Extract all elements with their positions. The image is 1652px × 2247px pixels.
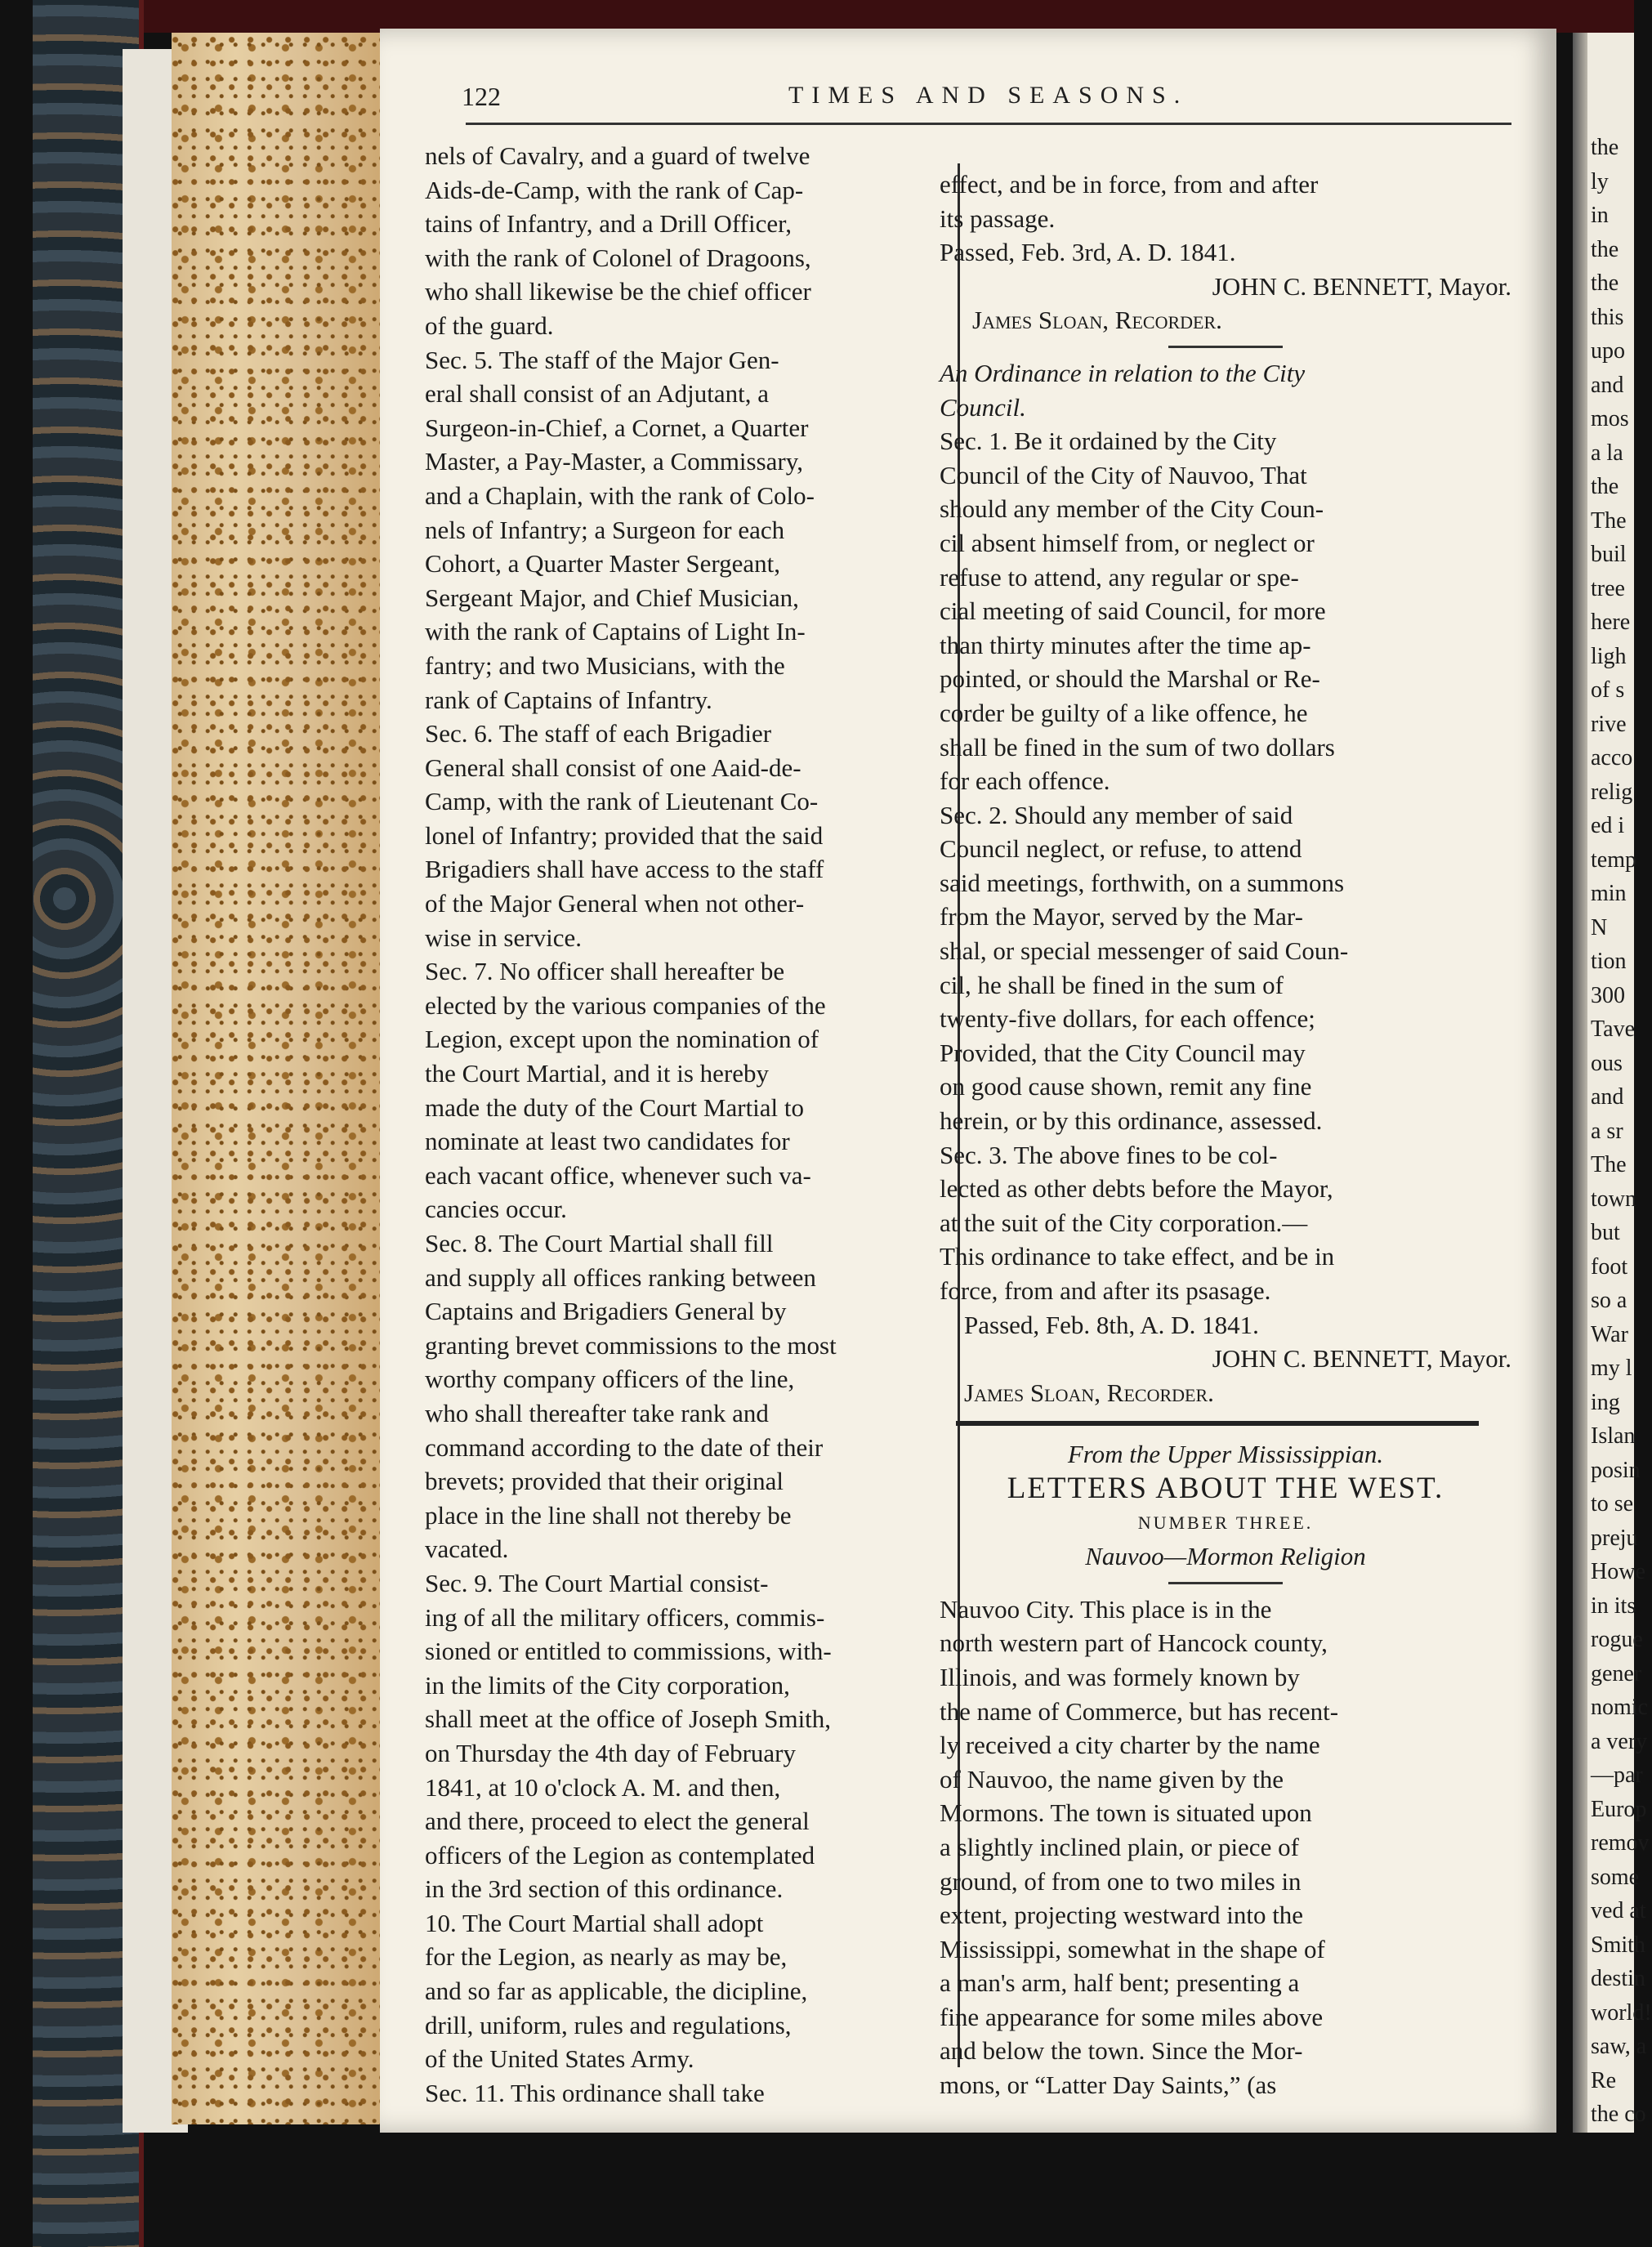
text-line: vacated. [425,1534,509,1564]
text-line: mons, or “Latter Day Saints,” (as [940,2071,1277,2100]
facing-text-line: and [1591,372,1624,398]
text-line: wise in service. [425,922,582,952]
text-line: on good cause shown, remit any fine [940,1072,1312,1101]
text-line: General shall consist of one Aaid-de- [425,753,801,782]
text-line: from the Mayor, served by the Mar- [940,902,1303,931]
facing-text-line: here [1591,610,1631,635]
text-line: ly received a city charter by the name [940,1731,1320,1760]
ordinance-title [940,356,1511,424]
text-line: force, from and after its psasage. [940,1276,1271,1305]
text-line: drill, uniform, rules and regulations, [425,2010,792,2039]
text-line: in the limits of the City corporation, [425,1670,790,1700]
text-line: effect, and be in force, from and after [940,170,1319,199]
facing-text-line: N [1591,914,1608,940]
text-line: 10. The Court Martial shall adopt [425,1908,764,1937]
text-line: Nauvoo City. This place is in the [940,1594,1272,1624]
facing-text-line: The [1591,507,1627,534]
facing-text-line: nomic [1591,1695,1648,1720]
text-line: cil, he shall be fined in the sum of [940,970,1284,999]
text-line: made the duty of the Court Martial to [425,1092,805,1122]
text-line: than thirty minutes after the time ap- [940,630,1311,659]
text-line: its passage. [940,203,1056,233]
text-line: and so far as applicable, the dicipline, [425,1977,808,2006]
article-separator [956,1421,1479,1426]
facing-text-line: tion [1591,949,1627,974]
text-line: This ordinance to take effect, and be in [940,1242,1335,1271]
text-line: Mormons. The town is situated upon [940,1798,1312,1828]
article-rule [1168,1582,1283,1584]
facing-text-line: rogue [1591,1627,1643,1652]
text-line: Sec. 3. The above fines to be col- [940,1140,1278,1169]
text-line: fine appearance for some miles above [940,2002,1324,2031]
text-line: refuse to attend, any regular or spe- [940,562,1299,592]
text-line: nels of Infantry; a Surgeon for each [425,515,785,544]
text-line: herein, or by this ordinance, assessed. [940,1106,1323,1136]
book-binding-top [33,0,1634,33]
text-line: and supply all offices ranking between [425,1262,816,1292]
text-line: with the rank of Captains of Light In- [425,617,806,646]
facing-text-line: ing [1591,1389,1620,1415]
article-source: From the Upper Mississippian. [1067,1440,1384,1469]
facing-text-line: a la [1591,440,1623,466]
text-line: nominate at least two candidates for [425,1127,790,1156]
mayor-signature-2: JOHN C. BENNETT, Mayor. [1212,1344,1511,1374]
text-line: with the rank of Colonel of Dragoons, [425,243,811,272]
text-line: elected by the various companies of the [425,990,826,1020]
text-line: Council of the City of Nauvoo, That [940,460,1307,489]
text-line: Aids-de-Camp, with the rank of Cap- [425,175,804,204]
facing-text-line: this [1591,304,1624,330]
text-line: for each offence. [940,766,1110,796]
recorder-signature-2: James Sloan, Recorder. [964,1378,1214,1407]
facing-text-line: the [1591,236,1619,262]
facing-text-line: —par [1591,1762,1643,1788]
facing-text-line: but [1591,1220,1620,1245]
text-line: lected as other debts before the Mayor, [940,1174,1333,1204]
article-number: NUMBER THREE. [1137,1512,1314,1533]
facing-page-text [1591,131,1652,2132]
page-number: 122 [462,82,501,111]
facing-text-line: in its [1591,1593,1636,1619]
text-line: Illinois, and was formely known by [940,1662,1300,1691]
text-line: place in the line shall not thereby be [425,1500,792,1530]
text-line: eral shall consist of an Adjutant, a [425,379,769,409]
text-line: cancies occur. [425,1195,567,1224]
facing-text-line: the [1591,270,1619,296]
facing-text-line: so a [1591,1288,1627,1313]
text-line: in the 3rd section of this ordinance. [425,1874,784,1904]
text-line: Surgeon-in-Chief, a Cornet, a Quarter [425,413,809,442]
text-line: a man's arm, half bent; presenting a [940,1968,1300,1998]
facing-text-line: my l [1591,1356,1632,1381]
facing-text-line: Islan [1591,1423,1636,1449]
facing-text-line: upo [1591,338,1625,364]
facing-text-line: saw, a [1591,2034,1647,2059]
facing-text-line: The [1591,1152,1627,1177]
text-line: Legion, except upon the nomination of [425,1025,819,1054]
text-line: should any member of the City Coun- [940,494,1324,524]
facing-text-line: temp [1591,847,1636,873]
text-line: Mississippi, somewhat in the shape of [940,1934,1325,1963]
text-line: on Thursday the 4th day of February [425,1738,796,1767]
facing-text-line: War [1591,1321,1628,1347]
recorder-signature-1: James Sloan, Recorder. [972,306,1222,335]
facing-text-line: foot [1591,1253,1628,1280]
text-line: for the Legion, as nearly as may be, [425,1942,788,1972]
header-rule [466,123,1511,125]
text-line: Sec. 9. The Court Martial consist- [425,1568,769,1597]
facing-text-line: world! [1591,1999,1652,2026]
text-line: the Court Martial, and it is hereby [425,1059,769,1088]
facing-text-line: relig [1591,779,1633,805]
text-line: Sec. 2. Should any member of said [940,800,1293,829]
text-line: Brigadiers shall have access to the staff [425,855,824,884]
facing-text-line: Smith [1591,1932,1645,1958]
facing-text-line: a very [1591,1728,1648,1754]
text-line: fantry; and two Musicians, with the [425,650,785,680]
text-line: and below the town. Since the Mor- [940,2036,1303,2066]
text-line: of the Major General when not other- [425,889,805,918]
text-line: north western part of Hancock county, [940,1628,1328,1658]
facing-text-line: destin [1591,1966,1645,1991]
text-line: command according to the date of their [425,1432,824,1462]
text-line: Sec. 8. The Court Martial shall fill [425,1229,774,1258]
facing-text-line: buil [1591,542,1627,567]
mayor-signature-1: JOHN C. BENNETT, Mayor. [1212,271,1511,301]
text-line: extent, projecting westward into the [940,1901,1304,1930]
facing-text-line: gener [1591,1660,1642,1686]
page-gutter [1573,33,1587,2133]
text-line: Provided, that the City Council may [940,1038,1306,1067]
text-line: said meetings, forthwith, on a summons [940,868,1345,897]
left-column [425,139,964,2110]
text-line: Captains and Brigadiers General by [425,1297,787,1326]
facing-text-line: ligh [1591,643,1627,669]
text-line: and a Chaplain, with the rank of Colo- [425,480,815,510]
text-line: Camp, with the rank of Lieutenant Co- [425,787,819,816]
text-line: cil absent himself from, or neglect or [940,528,1315,557]
facing-text-line: posin [1591,1457,1641,1483]
text-line: Sergeant Major, and Chief Musician, [425,583,799,612]
right-column [940,168,1511,2102]
text-line: who shall likewise be the chief officer [425,277,811,306]
text-line: a slightly inclined plain, or piece of [940,1832,1299,1861]
text-line: Council neglect, or refuse, to attend [940,834,1302,864]
text-line: at the suit of the City corporation.— [940,1208,1308,1237]
text-line: nels of Cavalry, and a guard of twelve [425,141,810,170]
text-line: rank of Captains of Infantry. [425,685,712,714]
text-line: 1841, at 10 o'clock A. M. and then, [425,1772,781,1802]
facing-text-line: ved at [1591,1898,1646,1923]
facing-text-line: 300 [1591,982,1625,1008]
section-rule [1168,346,1283,348]
text-line: of Nauvoo, the name given by the [940,1764,1284,1794]
facing-text-line: ly [1591,168,1609,194]
text-line: of the United States Army. [425,2044,694,2074]
article-subtitle: Nauvoo—Mormon Religion [1085,1542,1366,1571]
text-line: of the guard. [425,310,554,340]
text-line: ing of all the military officers, commis- [425,1602,825,1632]
running-head: TIMES AND SEASONS. [788,82,1189,109]
text-line: tains of Infantry, and a Drill Officer, [425,209,792,239]
facing-text-line: remov [1591,1830,1650,1856]
text-line: Sec. 5. The staff of the Major Gen- [425,345,779,374]
facing-text-line: in [1591,203,1609,228]
facing-text-line: Europ [1591,1796,1647,1822]
text-line: worthy company officers of the line, [425,1365,795,1394]
facing-text-line: Re [1591,2067,1617,2093]
text-line: Sec. 6. The staff of each Brigadier [425,719,772,748]
text-line: the name of Commerce, but has recent- [940,1696,1339,1726]
facing-text-line: a sr [1591,1118,1623,1144]
title-line: Council. [940,392,1026,422]
facing-text-line: some [1591,1864,1640,1890]
foxed-page-edges [172,33,384,2124]
facing-text-line: the co [1591,2102,1646,2127]
text-line: twenty-five dollars, for each offence; [940,1004,1315,1034]
text-line: officers of the Legion as contemplated [425,1840,815,1870]
facing-text-line: tree [1591,575,1625,601]
facing-text-line: Howe [1591,1559,1645,1584]
text-line: Sec. 7. No officer shall hereafter be [425,957,785,986]
title-line: An Ordinance in relation to the City [940,358,1306,387]
text-line: corder be guilty of a like offence, he [940,698,1308,727]
facing-text-line: preju [1591,1525,1638,1551]
facing-text-line: Tave [1591,1016,1636,1042]
text-line: granting brevet commissions to the most [425,1330,837,1360]
facing-text-line: the [1591,135,1619,160]
text-line: Sec. 1. Be it ordained by the City [940,427,1277,456]
facing-text-line: the [1591,474,1619,499]
facing-text-line: mos [1591,406,1629,431]
text-line: shall meet at the office of Joseph Smith, [425,1704,832,1734]
facing-text-line: ed i [1591,813,1625,838]
text-line: cial meeting of said Council, for more [940,596,1326,626]
article-body [940,1593,1511,2102]
text-line: pointed, or should the Marshal or Re- [940,664,1320,694]
text-line: brevets; provided that their original [425,1467,784,1496]
passed-date-1: Passed, Feb. 3rd, A. D. 1841. [940,238,1236,267]
ordinance-continuation [940,168,1511,235]
facing-text-line: to se [1591,1491,1634,1517]
passed-date-2: Passed, Feb. 8th, A. D. 1841. [964,1310,1259,1339]
text-line: sioned or entitled to commissions, with- [425,1637,832,1666]
text-line: shall be fined in the sum of two dollars [940,732,1335,762]
facing-text-line: min [1591,881,1627,906]
text-line: lonel of Infantry; provided that the said [425,820,824,850]
facing-text-line: of s [1591,677,1625,703]
facing-text-line: acco [1591,745,1633,771]
facing-text-line: town [1591,1186,1636,1212]
facing-text-line: ous [1591,1050,1623,1076]
text-line: each vacant office, whenever such va- [425,1160,811,1190]
text-line: ground, of from one to two miles in [940,1866,1302,1896]
text-line: Master, a Pay-Master, a Commissary, [425,447,803,476]
text-line: Cohort, a Quarter Master Sergeant, [425,549,781,579]
article-title: LETTERS ABOUT THE WEST. [1007,1471,1444,1505]
ordinance-body [940,424,1511,1307]
text-line: and there, proceed to elect the general [425,1807,810,1836]
facing-text-line: and [1591,1084,1624,1110]
facing-page [1573,33,1652,2133]
text-line: shal, or special messenger of said Coun- [940,936,1349,966]
facing-text-line: rive [1591,711,1627,737]
text-line: Sec. 11. This ordinance shall take [425,2078,765,2107]
text-line: who shall thereafter take rank and [425,1398,769,1427]
